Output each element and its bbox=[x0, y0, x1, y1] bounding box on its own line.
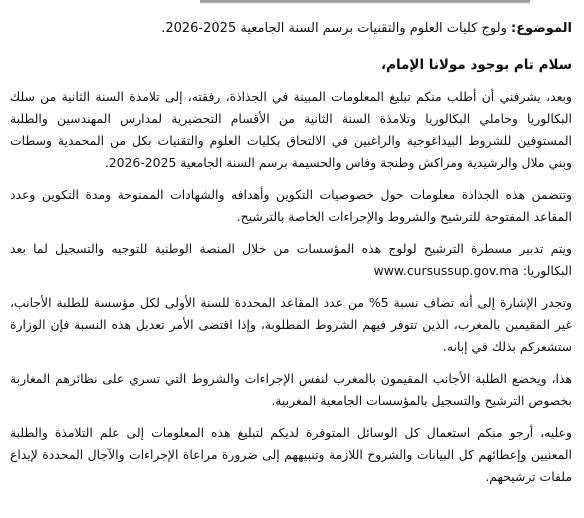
subject-text: ولوج كليات العلوم والتقنيات برسم السنة الجامعية 2025-2026. bbox=[161, 21, 511, 36]
paragraph-platform bbox=[10, 238, 572, 282]
letter-body bbox=[10, 18, 572, 498]
subject-line bbox=[10, 18, 572, 40]
platform-text: ويتم تدبير مسطرة الترشيح لولوج هذه المؤسسات من خلال المنصة الوطنية للتوجيه والتسجيل لما بعد البكالوريا: bbox=[10, 241, 572, 278]
greeting: سلام تام بوجود مولانا الإمام، bbox=[380, 57, 572, 73]
subject-label: الموضوع: bbox=[511, 21, 572, 36]
paragraph-request: وعليه، أرجو منكم استعمال كل الوسائل المتوفرة لديكم لتبليغ هذه المعلومات إلى علم التلامذة والطلبة المعنيين وإعطائهم كل البيانات والشروح اللازمة وتنبيههم إلى ضرورة مراعاة الإجراءات والآجال المحددة لإيداع ملفات ترشيحهم. bbox=[10, 425, 572, 484]
paragraph-contents: وتتضمن هذه الجذاذة معلومات حول خصوصيات التكوين وأهدافه والشهادات الممنوحة ومدة التكوين وعدد المقاعد المفتوحة للترشيح والشروط والإجراءات الخاصة بالترشيح. bbox=[10, 187, 572, 224]
paragraph-foreign-quota: وتجدر الإشارة إلى أنه تضاف نسبة 5% من عدد المقاعد المحددة للسنة الأولى لكل مؤسسة للطلبة الأجانب، غير المقيمين بالمغرب، الذين تتوفر فيهم الشروط المطلوبة، وإذا اقتضى الأمر تعديل هذه النسبة فإن الوزارة ستشعركم بذلك في إبانه. bbox=[10, 295, 573, 354]
paragraph-intro: وبعد، يشرفني أن أطلب منكم تبليغ المعلومات المبينة في الجذاذة، رفقته، إلى تلامذة السنة الثانية من سلك البكالوريا وحاملي البكالوريا وتلامذة السنة الثانية من الأقسام التحضيرية لمدارس المهندسين والطلبة المستوفين للشروط البيداغوجية والراغبين في الالتحاق بكليات العلوم والتقنيات بكل من المحمدية وسطات وبني ملال والرشيدية ومراكش وطنجة وفاس والحسيمة برسم السنة الجامعية 2025-2026. bbox=[10, 89, 572, 170]
paragraph-foreign-residents: هذا، ويخضع الطلبة الأجانب المقيمون بالمغرب لنفس الإجراءات والشروط التي تسري على نظائرهم المغاربة بخصوص الترشيح والتسجيل بالمؤسسات الجامعية المغربية. bbox=[10, 371, 572, 408]
platform-url: www.cursussup.gov.ma bbox=[373, 263, 519, 278]
cropped-previous-line bbox=[200, 0, 530, 4]
